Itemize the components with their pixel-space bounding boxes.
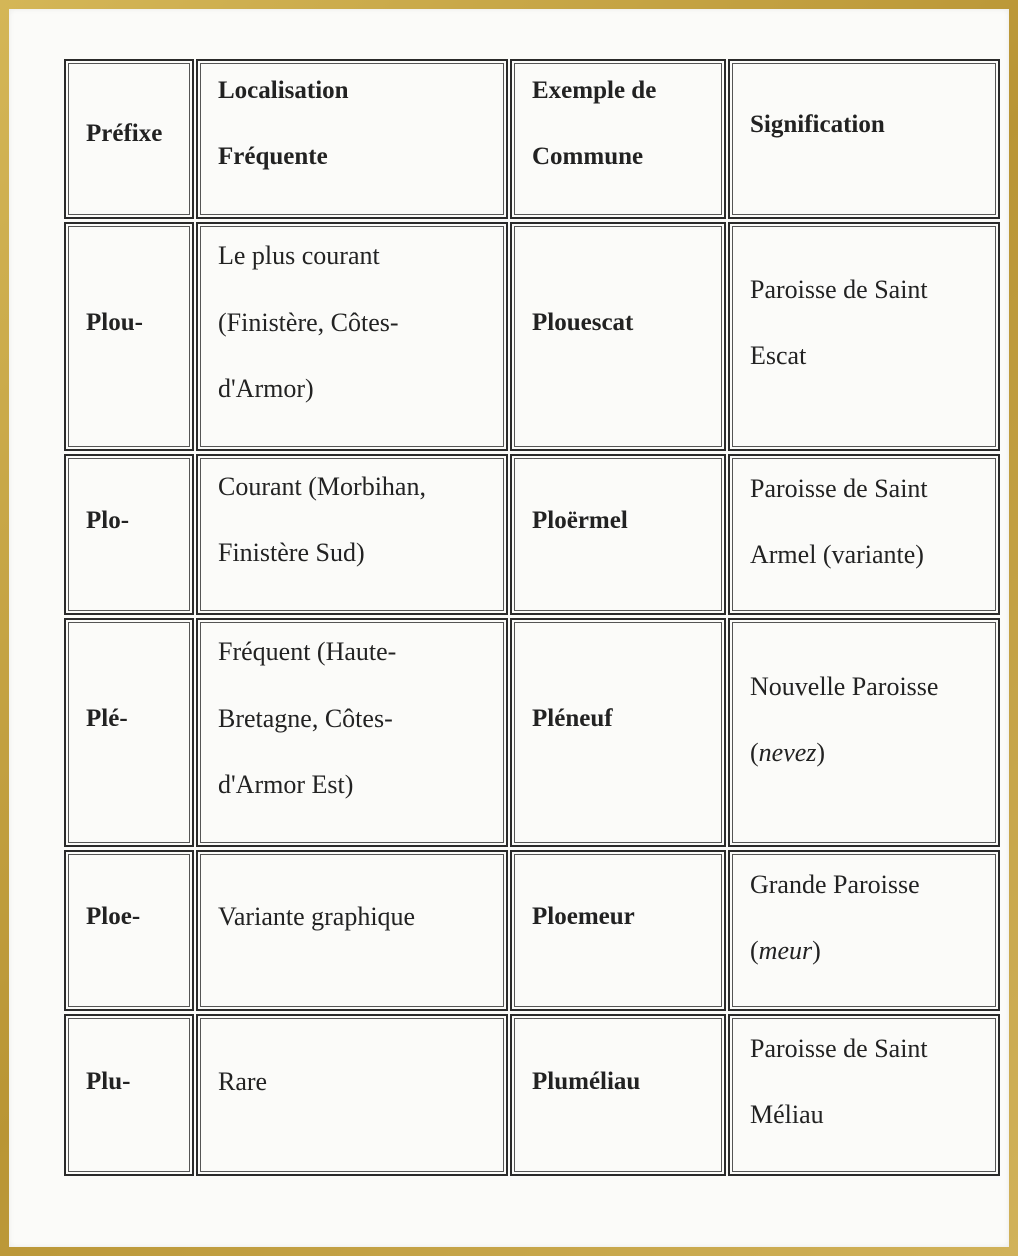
table-row-1-location xyxy=(196,222,508,451)
header-location-line1: Localisation xyxy=(218,77,349,104)
table-row-5-example xyxy=(510,1014,726,1176)
table-row-2-location xyxy=(196,454,508,615)
row-location-line: d'Armor Est) xyxy=(218,770,354,799)
table-row-5-meaning xyxy=(728,1014,1000,1176)
row-location-line: d'Armor) xyxy=(218,374,314,403)
row-meaning-line: Paroisse de Saint xyxy=(750,275,928,304)
header-prefix xyxy=(64,59,194,219)
header-location-line2: Fréquente xyxy=(218,143,328,170)
table-row-1-meaning xyxy=(728,222,1000,451)
header-example xyxy=(510,59,726,219)
row-meaning-italic-line: (meur) xyxy=(750,936,821,965)
header-meaning xyxy=(728,59,1000,219)
table-row-3-prefix xyxy=(64,618,194,847)
row-location-line: Variante graphique xyxy=(218,902,416,931)
table-row-2-meaning xyxy=(728,454,1000,615)
row-prefix: Plo- xyxy=(86,507,130,534)
header-prefix-label: Préfixe xyxy=(86,120,163,147)
row-location-line: Le plus courant xyxy=(218,241,380,270)
row-example: Pluméliau xyxy=(532,1068,641,1095)
row-prefix: Ploe- xyxy=(86,903,141,930)
table-row-2-prefix xyxy=(64,454,194,615)
row-meaning-line: Paroisse de Saint xyxy=(750,1034,928,1063)
row-location-line: Courant (Morbihan, xyxy=(218,472,426,501)
row-prefix: Plu- xyxy=(86,1068,131,1095)
row-prefix: Plou- xyxy=(86,309,143,336)
row-meaning-line: Escat xyxy=(750,341,807,370)
row-example: Plouescat xyxy=(532,309,634,336)
row-prefix: Plé- xyxy=(86,705,128,732)
row-meaning-line: Grande Paroisse xyxy=(750,870,920,899)
table-row-5-prefix xyxy=(64,1014,194,1176)
meaning-italic: nevez xyxy=(758,738,817,767)
header-location xyxy=(196,59,508,219)
table-row-4-location xyxy=(196,850,508,1011)
row-meaning-line: Méliau xyxy=(750,1100,824,1129)
table-row-1-example xyxy=(510,222,726,451)
row-location-line: Bretagne, Côtes- xyxy=(218,704,393,733)
row-location-line: Rare xyxy=(218,1067,268,1096)
row-location-line: (Finistère, Côtes- xyxy=(218,308,399,337)
row-example: Pléneuf xyxy=(532,705,613,732)
row-meaning-italic-line: (nevez) xyxy=(750,738,826,767)
table-row-3-meaning xyxy=(728,618,1000,847)
row-meaning-line: Armel (variante) xyxy=(750,540,924,569)
header-example-line2: Commune xyxy=(532,143,644,170)
row-example: Ploërmel xyxy=(532,507,628,534)
table-row-2-example xyxy=(510,454,726,615)
table-row-5-location xyxy=(196,1014,508,1176)
header-meaning-label: Signification xyxy=(750,111,885,138)
table-row-4-example xyxy=(510,850,726,1011)
row-meaning-line: Nouvelle Paroisse xyxy=(750,672,939,701)
row-location-line: Fréquent (Haute- xyxy=(218,637,397,666)
row-location-line: Finistère Sud) xyxy=(218,538,365,567)
table-row-4-prefix xyxy=(64,850,194,1011)
table-row-1-prefix xyxy=(64,222,194,451)
header-example-line1: Exemple de xyxy=(532,77,657,104)
meaning-italic: meur xyxy=(758,936,813,965)
table-row-3-example xyxy=(510,618,726,847)
table-row-4-meaning xyxy=(728,850,1000,1011)
row-example: Ploemeur xyxy=(532,903,635,930)
row-meaning-line: Paroisse de Saint xyxy=(750,474,928,503)
table-row-3-location xyxy=(196,618,508,847)
